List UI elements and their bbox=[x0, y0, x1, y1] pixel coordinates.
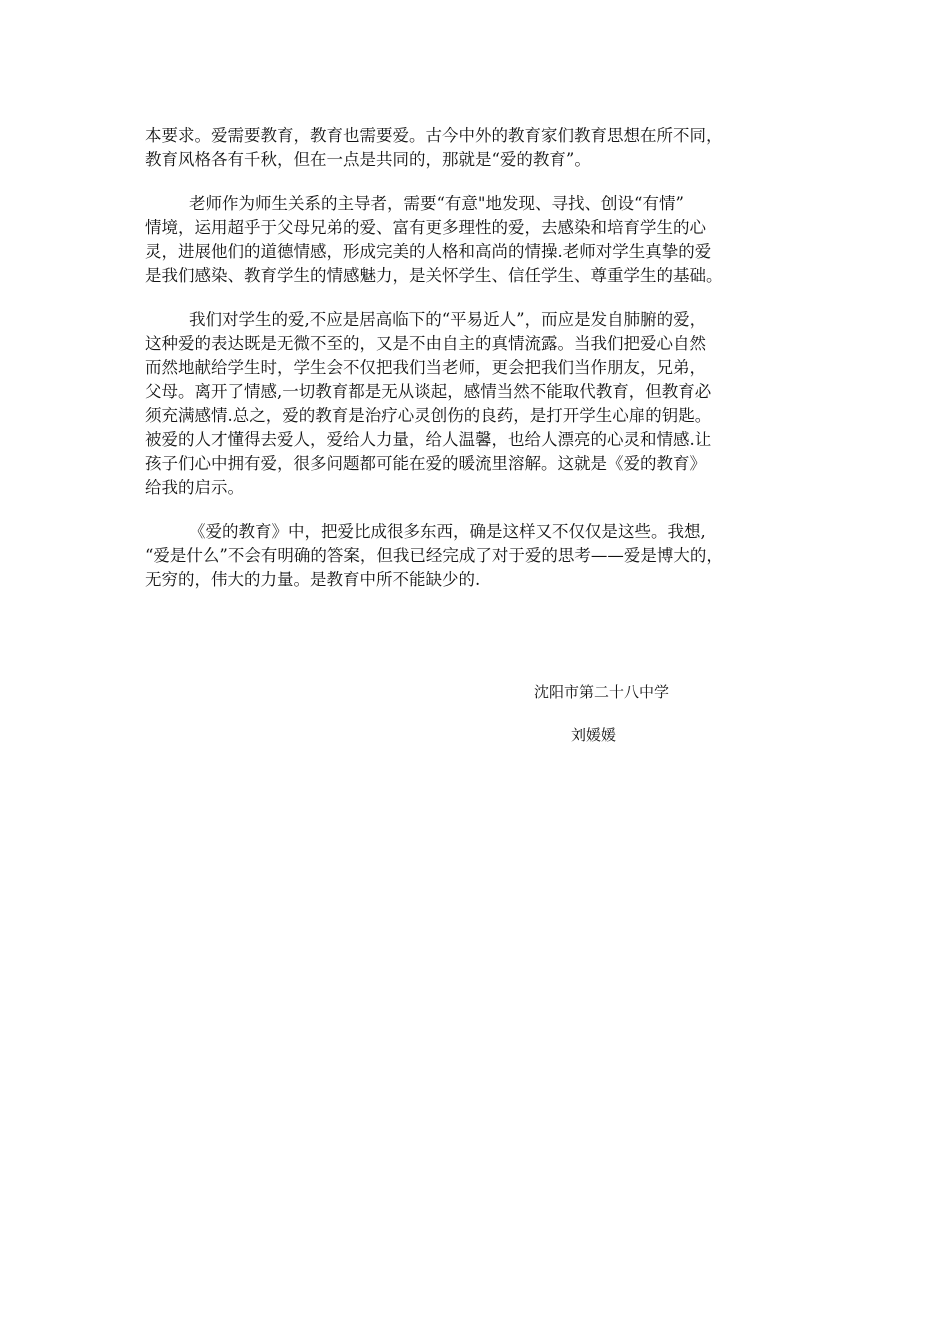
document-body bbox=[145, 124, 815, 612]
paragraph-3 bbox=[145, 308, 815, 500]
text-line: 教育风格各有千秋，但在一点是共同的，那就是“爱的教育”。 bbox=[145, 150, 591, 169]
paragraph-1 bbox=[145, 124, 815, 172]
text-line: 老师作为师生关系的主导者，需要“有意"地发现、寻找、创设“有情” bbox=[189, 194, 684, 213]
text-line: 本要求。爱需要教育，教育也需要爱。古今中外的教育家们教育思想在所不同， bbox=[145, 126, 723, 145]
text-line: 被爱的人才懂得去爱人，爱给人力量，给人温馨，也给人漂亮的心灵和情感.让 bbox=[145, 430, 712, 449]
text-line: 给我的启示。 bbox=[145, 478, 244, 497]
text-line: 这种爱的表达既是无微不至的，又是不由自主的真情流露。当我们把爱心自然 bbox=[145, 334, 706, 353]
text-line: 我们对学生的爱,不应是居高临下的“平易近人”，而应是发自肺腑的爱， bbox=[189, 310, 707, 329]
text-line: 情境，运用超乎于父母兄弟的爱、富有更多理性的爱，去感染和培育学生的心 bbox=[145, 218, 706, 237]
paragraph-4 bbox=[145, 520, 815, 592]
text-line: 是我们感染、教育学生的情感魅力，是关怀学生、信任学生、尊重学生的基础。 bbox=[145, 266, 723, 285]
text-line: 灵，进展他们的道德情感，形成完美的人格和高尚的情操.老师对学生真挚的爱 bbox=[145, 242, 712, 261]
text-line: 须充满感情.总之，爱的教育是治疗心灵创伤的良药，是打开学生心扉的钥匙。 bbox=[145, 406, 712, 425]
text-line: 《爱的教育》中，把爱比成很多东西，确是这样又不仅仅是这些。我想, bbox=[189, 522, 706, 541]
text-line: 父母。离开了情感,一切教育都是无从谈起，感情当然不能取代教育，但教育必 bbox=[145, 382, 712, 401]
text-line: 孩子们心中拥有爱，很多问题都可能在爱的暖流里溶解。这就是《爱的教育》 bbox=[145, 454, 706, 473]
text-line: 无穷的，伟大的力量。是教育中所不能缺少的. bbox=[145, 570, 481, 589]
text-line: 而然地献给学生时，学生会不仅把我们当老师，更会把我们当作朋友，兄弟， bbox=[145, 358, 706, 377]
signature-author: 刘媛媛 bbox=[571, 726, 617, 744]
paragraph-2 bbox=[145, 192, 815, 288]
text-line: “爱是什么”不会有明确的答案，但我已经完成了对于爱的思考——爱是博大的， bbox=[145, 546, 723, 565]
signature-school: 沈阳市第二十八中学 bbox=[534, 683, 670, 701]
